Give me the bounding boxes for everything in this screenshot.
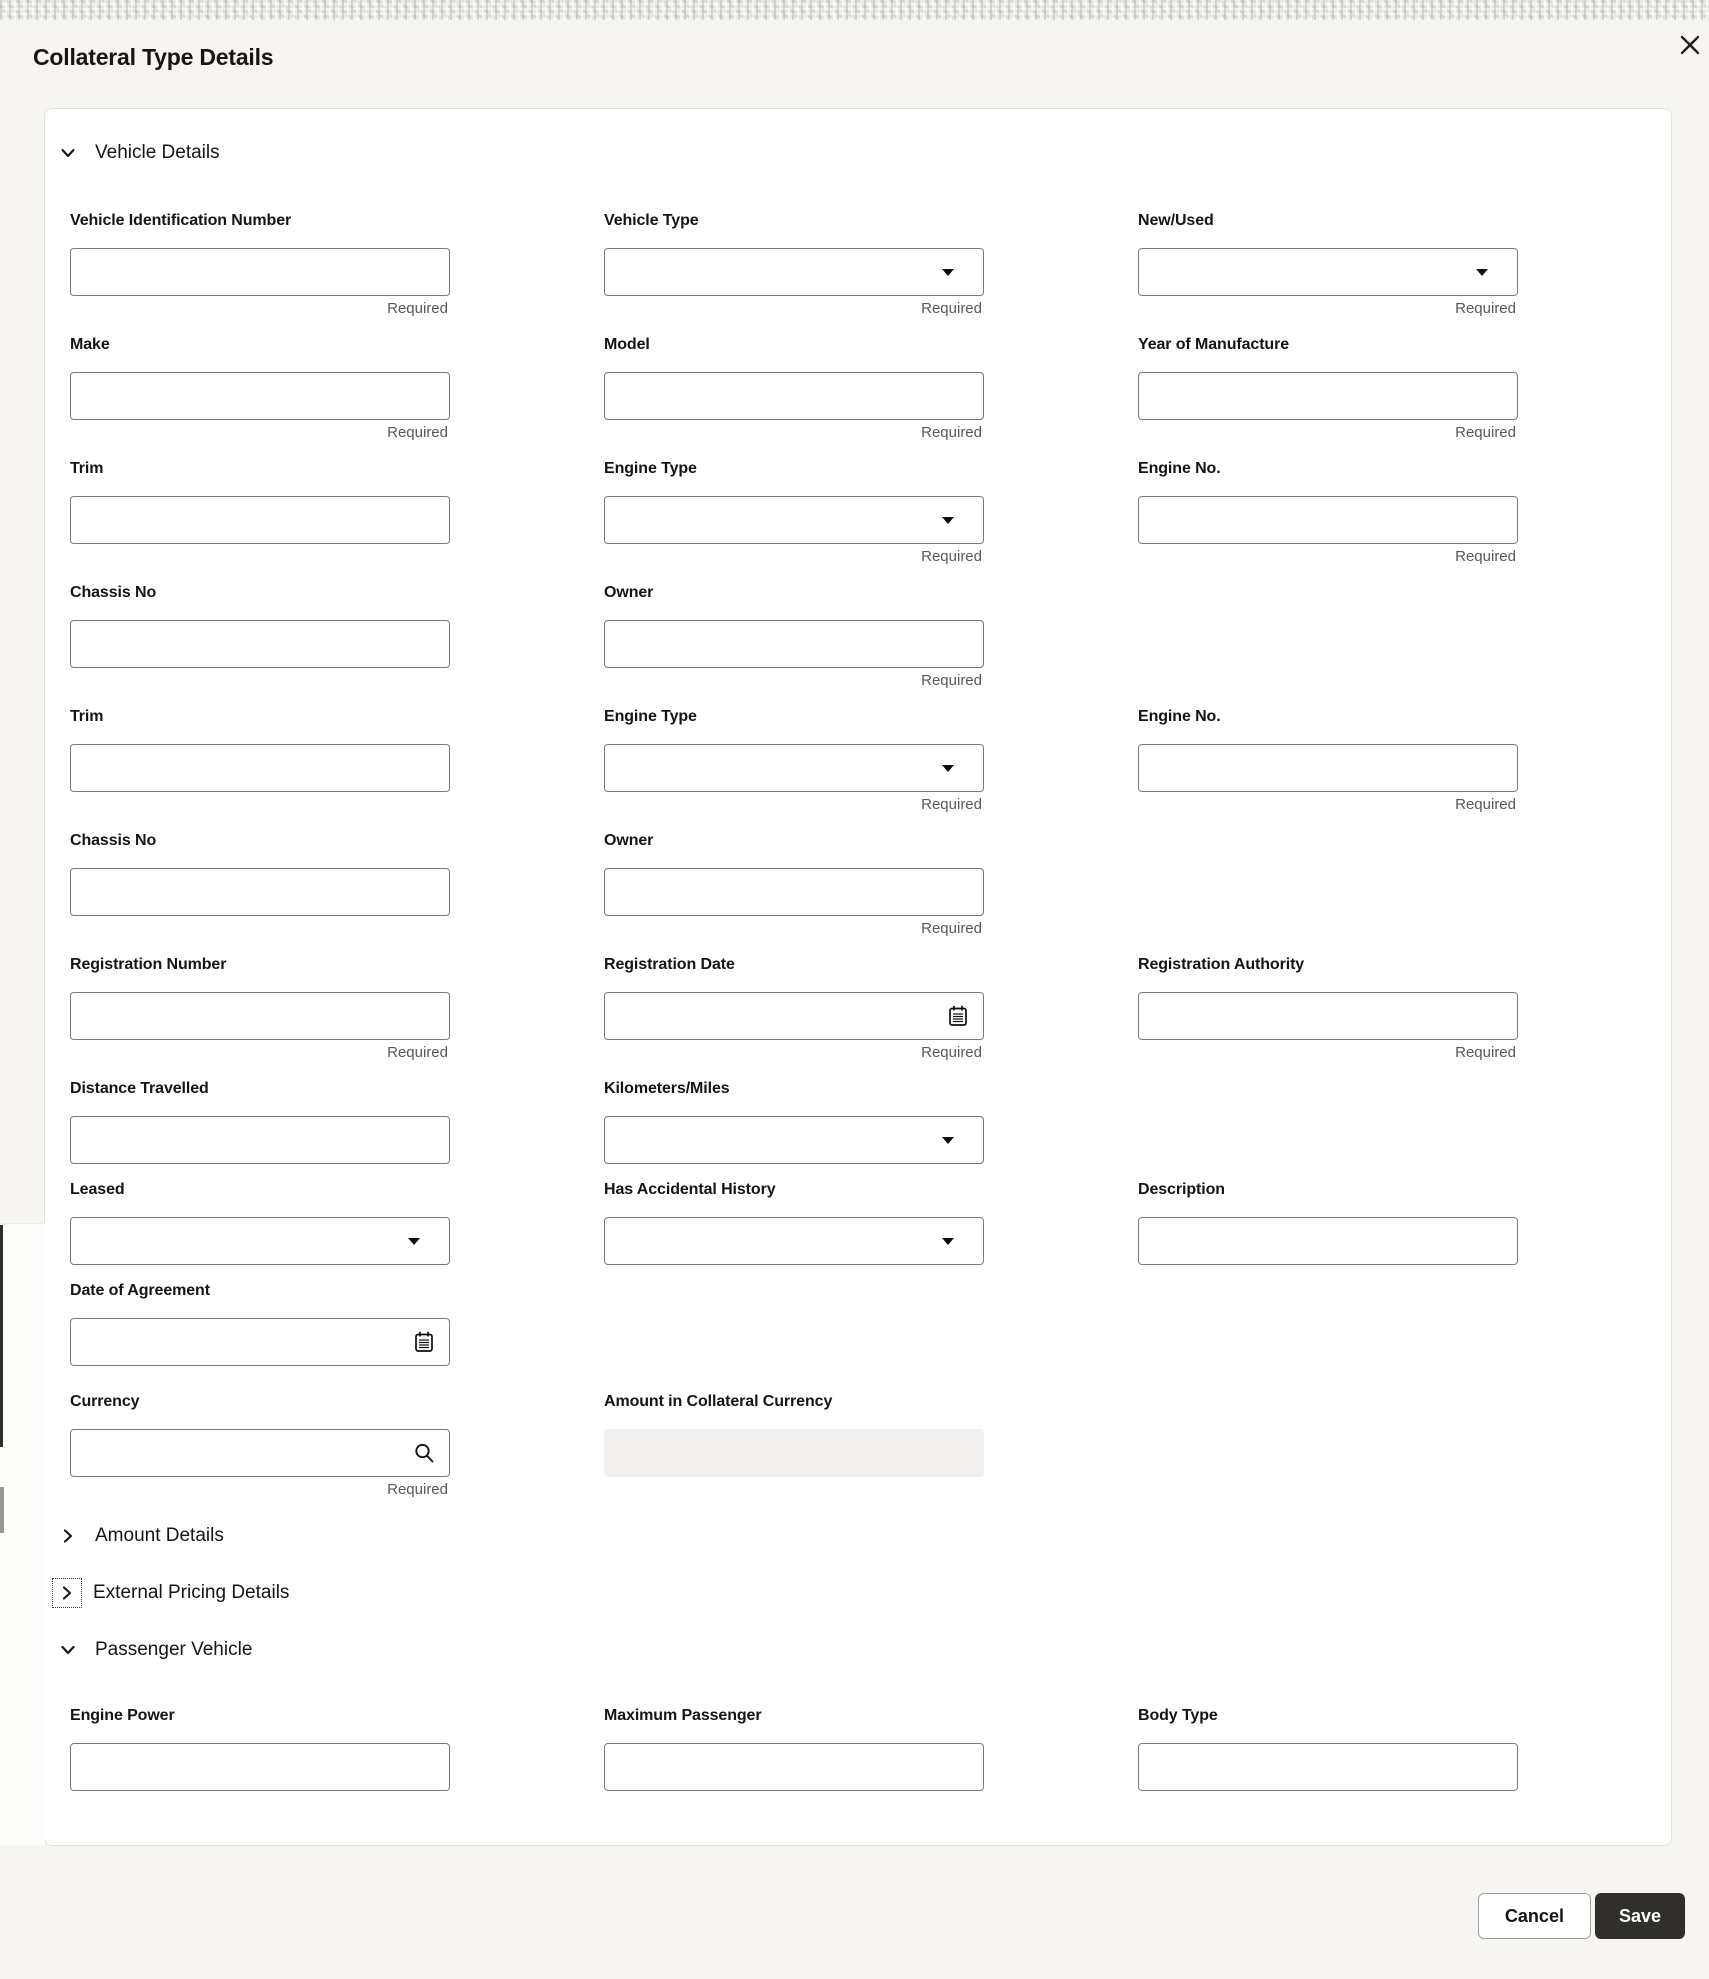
- field-description: [1138, 1180, 1518, 1265]
- close-button[interactable]: [1676, 31, 1704, 59]
- dialog-footer: [1478, 1893, 1685, 1939]
- field-chassis-no: [70, 583, 450, 691]
- engine-no-input[interactable]: [1138, 744, 1518, 792]
- field-label: Registration Number: [70, 956, 227, 973]
- new-used-input[interactable]: [1138, 248, 1518, 296]
- background-page-edge: [0, 1225, 3, 1447]
- owner-input[interactable]: [604, 620, 984, 668]
- field-label: Body Type: [1138, 1707, 1218, 1724]
- background-page-edge: [0, 1223, 45, 1845]
- field-amount-in-collateral-currency: [604, 1392, 984, 1500]
- field-label: Registration Authority: [1138, 956, 1305, 973]
- field-label: Make: [70, 336, 110, 353]
- engine-power-input[interactable]: [70, 1743, 450, 1791]
- form-row: [70, 1281, 1671, 1366]
- required-hint: Required: [1455, 796, 1516, 813]
- currency-input[interactable]: [70, 1429, 450, 1477]
- field-registration-date: [604, 955, 984, 1063]
- dropdown-arrow-icon[interactable]: [1476, 269, 1488, 276]
- field-engine-no: [1138, 459, 1518, 567]
- leased-input[interactable]: [70, 1217, 450, 1265]
- engine-type-input[interactable]: [604, 744, 984, 792]
- required-hint: Required: [1455, 424, 1516, 441]
- form-row: [70, 707, 1671, 815]
- vehicle-identification-number-input[interactable]: [70, 248, 450, 296]
- section-header-external-pricing-details[interactable]: [59, 1581, 1671, 1605]
- field-label: Engine Type: [604, 460, 697, 477]
- form-row: [70, 583, 1671, 691]
- dropdown-arrow-icon[interactable]: [942, 765, 954, 772]
- required-hint: Required: [387, 1044, 448, 1061]
- form-row: [70, 459, 1671, 567]
- field-chassis-no: [70, 831, 450, 939]
- field-trim: [70, 707, 450, 815]
- required-hint: Required: [921, 300, 982, 317]
- vehicle-type-input[interactable]: [604, 248, 984, 296]
- field-label: Registration Date: [604, 956, 735, 973]
- field-label: Engine Type: [604, 708, 697, 725]
- section-header-vehicle-details[interactable]: [59, 141, 1671, 165]
- required-hint: Required: [921, 1044, 982, 1061]
- field-date-of-agreement: [70, 1281, 450, 1366]
- close-icon: [1679, 34, 1701, 56]
- registration-authority-input[interactable]: [1138, 992, 1518, 1040]
- required-hint: Required: [921, 424, 982, 441]
- field-label: Trim: [70, 460, 104, 477]
- field-has-accidental-history: [604, 1180, 984, 1265]
- model-input[interactable]: [604, 372, 984, 420]
- chassis-no-input[interactable]: [70, 620, 450, 668]
- field-engine-no: [1138, 707, 1518, 815]
- field-engine-type: [604, 707, 984, 815]
- field-label: Trim: [70, 708, 104, 725]
- trim-input[interactable]: [70, 496, 450, 544]
- field-label: Engine Power: [70, 1707, 175, 1724]
- field-model: [604, 335, 984, 443]
- field-leased: [70, 1180, 450, 1265]
- date-of-agreement-input[interactable]: [70, 1318, 450, 1366]
- registration-number-input[interactable]: [70, 992, 450, 1040]
- background-page-edge: [0, 1487, 4, 1533]
- field-label: Kilometers/Miles: [604, 1080, 730, 1097]
- registration-date-input[interactable]: [604, 992, 984, 1040]
- form-row: [70, 831, 1671, 939]
- maximum-passenger-input[interactable]: [604, 1743, 984, 1791]
- field-body-type: [1138, 1706, 1518, 1791]
- make-input[interactable]: [70, 372, 450, 420]
- field-label: Model: [604, 336, 650, 353]
- field-label: Year of Manufacture: [1138, 336, 1290, 353]
- required-hint: Required: [921, 920, 982, 937]
- field-label: Owner: [604, 832, 654, 849]
- field-owner: [604, 583, 984, 691]
- section-label: External Pricing Details: [93, 1582, 290, 1603]
- field-label: New/Used: [1138, 212, 1214, 229]
- field-label: Description: [1138, 1181, 1225, 1198]
- chevron-down-icon: [59, 144, 77, 162]
- field-vehicle-type: [604, 211, 984, 319]
- form-row: [70, 1180, 1671, 1265]
- engine-type-input[interactable]: [604, 496, 984, 544]
- dropdown-arrow-icon[interactable]: [942, 517, 954, 524]
- section-header-passenger-vehicle[interactable]: [59, 1638, 1671, 1662]
- required-hint: Required: [921, 672, 982, 689]
- field-label: Has Accidental History: [604, 1181, 776, 1198]
- form-row: [70, 955, 1671, 1063]
- field-label: Vehicle Identification Number: [70, 212, 292, 229]
- amount-in-collateral-currency-input: [604, 1429, 984, 1477]
- field-new-used: [1138, 211, 1518, 319]
- description-input[interactable]: [1138, 1217, 1518, 1265]
- field-label: Leased: [70, 1181, 125, 1198]
- dropdown-arrow-icon[interactable]: [942, 269, 954, 276]
- required-hint: Required: [387, 424, 448, 441]
- field-year-of-manufacture: [1138, 335, 1518, 443]
- engine-no-input[interactable]: [1138, 496, 1518, 544]
- field-label: Chassis No: [70, 832, 157, 849]
- passenger-vehicle-fields: [70, 1706, 1671, 1791]
- field-trim: [70, 459, 450, 567]
- dialog-title: Collateral Type Details: [33, 44, 274, 70]
- field-label: Currency: [70, 1393, 140, 1410]
- has-accidental-history-input[interactable]: [604, 1217, 984, 1265]
- required-hint: Required: [387, 1481, 448, 1498]
- field-label: Vehicle Type: [604, 212, 699, 229]
- field-label: Owner: [604, 584, 654, 601]
- save-button[interactable]: Save: [1595, 1893, 1685, 1939]
- field-label: Date of Agreement: [70, 1282, 210, 1299]
- field-registration-number: [70, 955, 450, 1063]
- form-row: [70, 211, 1671, 319]
- collateral-form-panel: [44, 108, 1672, 1846]
- field-label: Distance Travelled: [70, 1080, 209, 1097]
- form-row: [70, 1706, 1671, 1791]
- section-label: Vehicle Details: [95, 142, 220, 163]
- field-distance-travelled: [70, 1079, 450, 1164]
- section-label: Amount Details: [95, 1525, 224, 1546]
- required-hint: Required: [1455, 1044, 1516, 1061]
- dropdown-arrow-icon[interactable]: [942, 1137, 954, 1144]
- year-of-manufacture-input[interactable]: [1138, 372, 1518, 420]
- section-label: Passenger Vehicle: [95, 1639, 253, 1660]
- dropdown-arrow-icon[interactable]: [408, 1238, 420, 1245]
- field-registration-authority: [1138, 955, 1518, 1063]
- chevron-right-icon: [59, 1527, 77, 1545]
- field-maximum-passenger: [604, 1706, 984, 1791]
- top-texture-band: [0, 0, 1709, 20]
- required-hint: Required: [1455, 300, 1516, 317]
- field-label: Maximum Passenger: [604, 1707, 762, 1724]
- field-label: Amount in Collateral Currency: [604, 1393, 833, 1410]
- kilometers-miles-input[interactable]: [604, 1116, 984, 1164]
- cancel-button[interactable]: Cancel: [1478, 1893, 1591, 1939]
- form-row: [70, 1392, 1671, 1500]
- focused-expander[interactable]: [52, 1578, 82, 1608]
- field-label: Chassis No: [70, 584, 157, 601]
- required-hint: Required: [1455, 548, 1516, 565]
- field-make: [70, 335, 450, 443]
- form-row: [70, 335, 1671, 443]
- field-currency: [70, 1392, 450, 1500]
- body-type-input[interactable]: [1138, 1743, 1518, 1791]
- field-label: Engine No.: [1138, 460, 1221, 477]
- field-label: Engine No.: [1138, 708, 1221, 725]
- chevron-down-icon: [59, 1641, 77, 1659]
- field-vehicle-identification-number: [70, 211, 450, 319]
- required-hint: Required: [387, 300, 448, 317]
- field-kilometers-miles: [604, 1079, 984, 1164]
- field-owner: [604, 831, 984, 939]
- required-hint: Required: [921, 796, 982, 813]
- field-engine-type: [604, 459, 984, 567]
- distance-travelled-input[interactable]: [70, 1116, 450, 1164]
- section-header-amount-details[interactable]: [59, 1524, 1671, 1548]
- calendar-icon[interactable]: [946, 1004, 970, 1028]
- field-engine-power: [70, 1706, 450, 1791]
- owner-input[interactable]: [604, 868, 984, 916]
- chassis-no-input[interactable]: [70, 868, 450, 916]
- vehicle-details-fields: [70, 211, 1671, 1500]
- trim-input[interactable]: [70, 744, 450, 792]
- dropdown-arrow-icon[interactable]: [942, 1238, 954, 1245]
- required-hint: Required: [921, 548, 982, 565]
- form-row: [70, 1079, 1671, 1164]
- calendar-icon[interactable]: [412, 1330, 436, 1354]
- chevron-right-icon: [58, 1584, 76, 1602]
- search-icon[interactable]: [412, 1441, 436, 1465]
